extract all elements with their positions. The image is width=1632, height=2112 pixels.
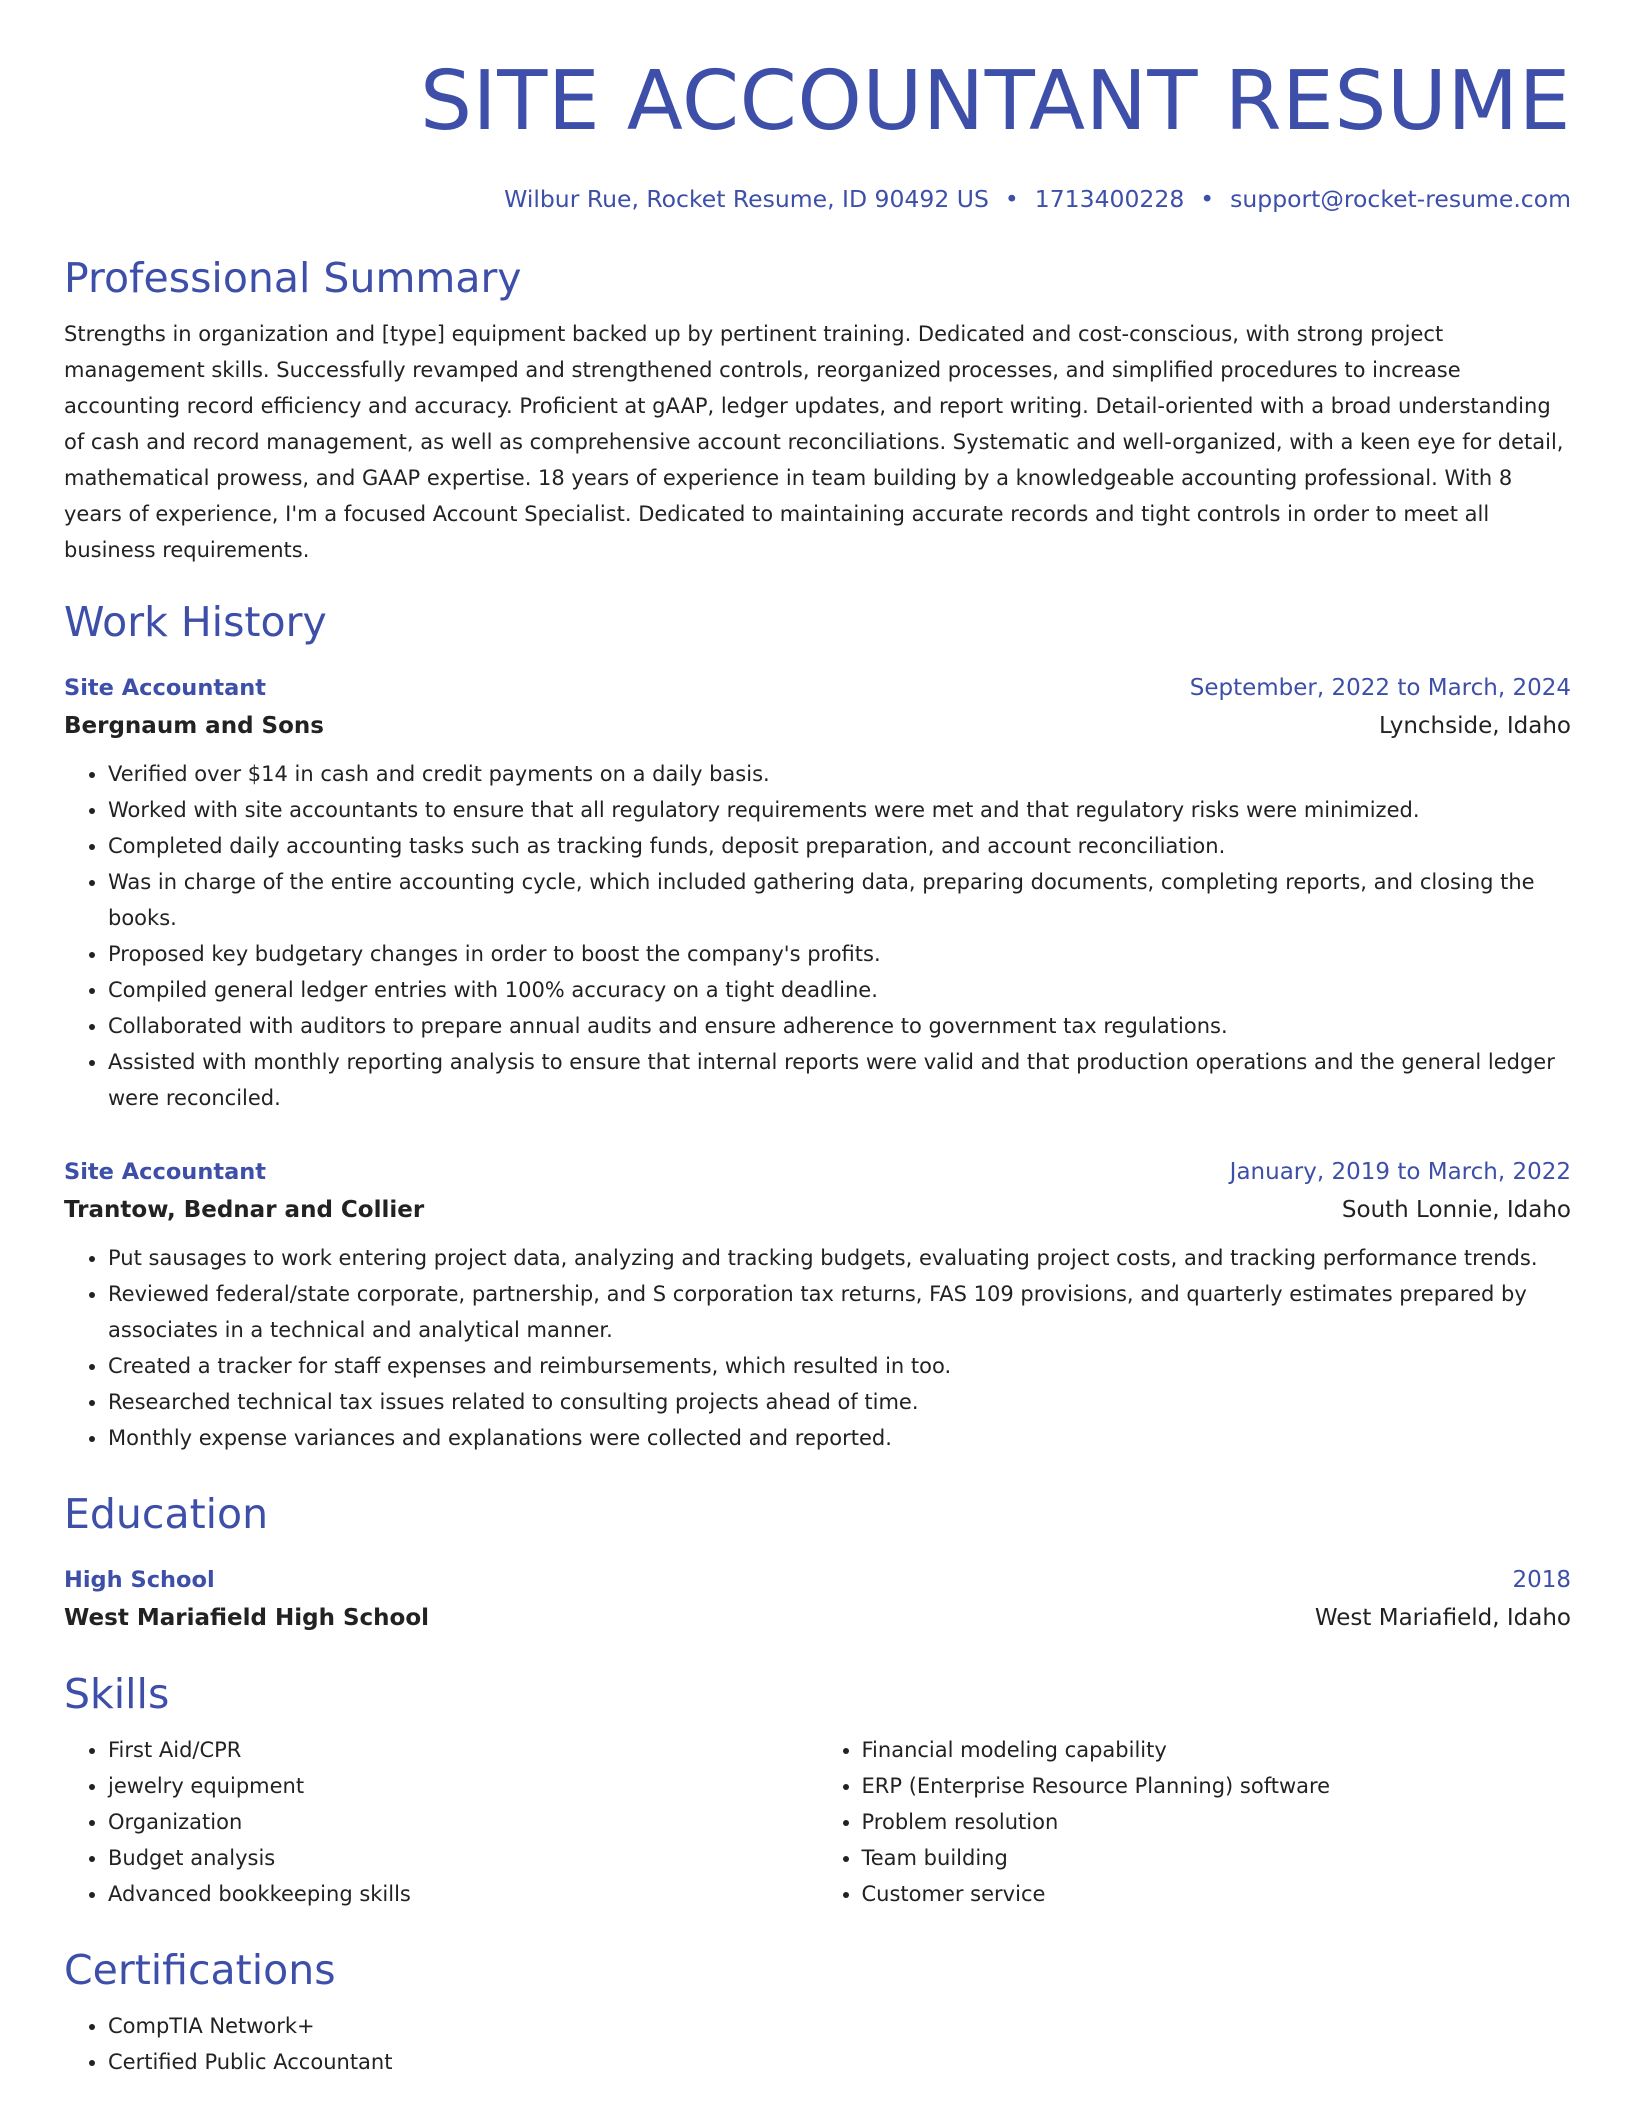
certifications-list xyxy=(64,2008,1571,2080)
skill-item: • Budget analysis xyxy=(108,1840,818,1876)
education-header-row xyxy=(64,1562,1571,1598)
job-dates: September, 2022 to March, 2024 xyxy=(1189,675,1571,701)
work-history-heading: Work History xyxy=(64,598,327,646)
contact-email: support@rocket-resume.com xyxy=(1230,185,1571,213)
job-bullet: • Put sausages to work entering project data, analyzing and tracking budgets, evaluating project costs, and tracking performance trends. xyxy=(108,1240,1571,1276)
job-company: Bergnaum and Sons xyxy=(64,713,324,739)
job-role: Site Accountant xyxy=(64,1159,267,1185)
resume-title: SITE ACCOUNTANT RESUME xyxy=(420,54,1571,149)
job-header-row xyxy=(64,1154,1571,1190)
summary-text: Strengths in organization and [type] equipment backed up by pertinent training. Dedicated and cost-conscious, with strong project management skills. Successfully revamped and strengthened controls, reorganized processes, and simplified procedures to increase accounting record efficiency and accuracy. Proficient at gAAP, ledger updates, and report writing. Detail-oriented with a broad understanding of cash and record management, as well as comprehensive account reconciliations. Systematic and well-organized, with a keen eye for detail, mathematical prowess, and GAAP expertise. 18 years of experience in team building by a knowledgeable accounting professional. With 8 years of experience, I'm a focused Account Specialist. Dedicated to maintaining accurate records and tight controls in order to meet all business requirements. xyxy=(64,322,1564,562)
certification-item: • CompTIA Network+ xyxy=(108,2008,1571,2044)
skill-item: • Team building xyxy=(862,1840,1572,1876)
contact-phone: 1713400228 xyxy=(1034,185,1185,213)
job-bullet: • Monthly expense variances and explanations were collected and reported. xyxy=(108,1420,1571,1456)
skill-item: • First Aid/CPR xyxy=(108,1732,818,1768)
skills-heading: Skills xyxy=(64,1670,170,1718)
job-bullet: • Researched technical tax issues related to consulting projects ahead of time. xyxy=(108,1384,1571,1420)
education-year: 2018 xyxy=(1512,1567,1571,1593)
job-dates: January, 2019 to March, 2022 xyxy=(1229,1159,1571,1185)
job-bullet: • Created a tracker for staff expenses and reimbursements, which resulted in too. xyxy=(108,1348,1571,1384)
job-bullet: • Verified over $14 in cash and credit payments on a daily basis. xyxy=(108,756,1571,792)
job-company-row xyxy=(64,706,1571,746)
job-bullet: • Reviewed federal/state corporate, partnership, and S corporation tax returns, FAS 109 provisions, and quarterly estimates prepared by associates in a technical and analytical manner. xyxy=(108,1276,1571,1348)
skill-item: • Advanced bookkeeping skills xyxy=(108,1876,818,1912)
job-location: South Lonnie, Idaho xyxy=(1341,1197,1571,1223)
summary-heading: Professional Summary xyxy=(64,254,522,302)
education-location: West Mariafield, Idaho xyxy=(1314,1605,1571,1631)
skill-item: • Organization xyxy=(108,1804,818,1840)
contact-separator: • xyxy=(1004,185,1019,213)
skill-item: • jewelry equipment xyxy=(108,1768,818,1804)
job-bullet: • Collaborated with auditors to prepare annual audits and ensure adherence to government tax regulations. xyxy=(108,1008,1571,1044)
job-bullet: • Completed daily accounting tasks such as tracking funds, deposit preparation, and account reconciliation. xyxy=(108,828,1571,864)
job-company-row xyxy=(64,1190,1571,1230)
education-entry xyxy=(64,1562,1571,1638)
job-entry xyxy=(64,1154,1571,1456)
education-school: West Mariafield High School xyxy=(64,1605,430,1631)
skills-list-left xyxy=(64,1732,818,1912)
contact-address: Wilbur Rue, Rocket Resume, ID 90492 US xyxy=(504,185,989,213)
contact-line xyxy=(64,182,1571,216)
certification-item: • Certified Public Accountant xyxy=(108,2044,1571,2080)
certifications-heading: Certifications xyxy=(64,1946,336,1994)
job-bullet: • Compiled general ledger entries with 100% accuracy on a tight deadline. xyxy=(108,972,1571,1008)
education-heading: Education xyxy=(64,1490,269,1538)
job-header-row xyxy=(64,670,1571,706)
education-school-row xyxy=(64,1598,1571,1638)
job-bullets xyxy=(64,1240,1571,1456)
contact-separator: • xyxy=(1200,185,1215,213)
job-bullet: • Worked with site accountants to ensure that all regulatory requirements were met and that regulatory risks were minimized. xyxy=(108,792,1571,828)
skills-grid xyxy=(64,1732,1571,1912)
skill-item: • Financial modeling capability xyxy=(862,1732,1572,1768)
skill-item: • Customer service xyxy=(862,1876,1572,1912)
job-entry xyxy=(64,670,1571,1116)
job-role: Site Accountant xyxy=(64,675,267,701)
skill-item: • ERP (Enterprise Resource Planning) software xyxy=(862,1768,1572,1804)
job-location: Lynchside, Idaho xyxy=(1379,713,1571,739)
job-bullets xyxy=(64,756,1571,1116)
job-bullet: • Was in charge of the entire accounting cycle, which included gathering data, preparing documents, completing reports, and closing the books. xyxy=(108,864,1571,936)
job-bullet: • Proposed key budgetary changes in order to boost the company's profits. xyxy=(108,936,1571,972)
job-bullet: • Assisted with monthly reporting analysis to ensure that internal reports were valid and that production operations and the general ledger were reconciled. xyxy=(108,1044,1571,1116)
skills-list-right xyxy=(818,1732,1572,1912)
job-company: Trantow, Bednar and Collier xyxy=(64,1197,425,1223)
education-degree: High School xyxy=(64,1567,215,1593)
skill-item: • Problem resolution xyxy=(862,1804,1572,1840)
